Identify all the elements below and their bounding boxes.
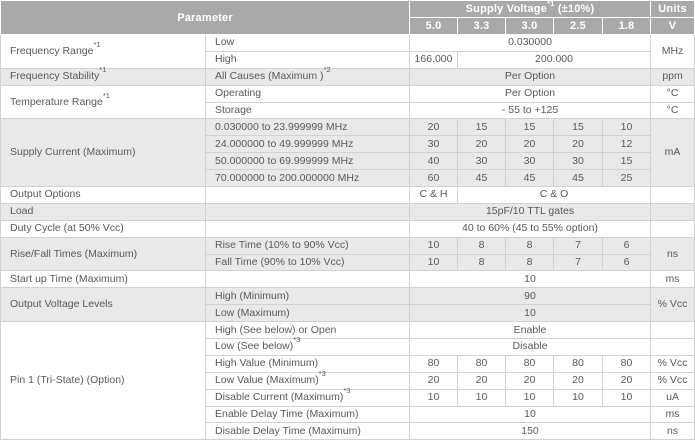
value-cell: Disable	[410, 339, 651, 356]
param-sub: High	[206, 51, 410, 68]
unit-cell	[651, 322, 695, 339]
unit-cell	[651, 339, 695, 356]
value-cell: 20	[458, 372, 506, 389]
param-group-load: Load	[1, 203, 206, 220]
footnote-sup: *1	[102, 90, 110, 100]
param-sub	[206, 271, 410, 288]
table-row	[1, 68, 695, 85]
param-sub	[206, 187, 410, 204]
value-cell: Per Option	[410, 85, 651, 102]
param-sub: 24.000000 to 49.999999 MHz	[206, 136, 410, 153]
value-cell: 20	[458, 136, 506, 153]
table-row	[1, 35, 695, 52]
value-cell: 10	[458, 389, 506, 406]
param-group-duty-cycle: Duty Cycle (at 50% Vcc)	[1, 220, 206, 237]
unit-cell: % Vcc	[651, 355, 695, 372]
value-cell: 12	[603, 136, 651, 153]
value-cell: 15pF/10 TTL gates	[410, 203, 651, 220]
value-cell: - 55 to +125	[410, 102, 651, 119]
value-cell: Per Option	[410, 68, 651, 85]
value-cell: 20	[554, 136, 603, 153]
param-sub	[206, 386, 410, 406]
param-label: Frequency Range	[10, 44, 94, 57]
value-cell: 8	[506, 254, 554, 271]
header-row-1	[1, 1, 695, 18]
value-cell: 30	[410, 136, 458, 153]
param-sub-label: Low Value (Maximum)	[215, 374, 319, 387]
header-supply-voltage	[410, 1, 651, 18]
param-group-temperature-range	[1, 85, 206, 119]
value-cell: 7	[554, 254, 603, 271]
param-sub: High (See below) or Open	[206, 322, 410, 339]
value-cell: 40	[410, 153, 458, 170]
footnote-sup: *3	[293, 335, 301, 345]
param-sub-label: Low (See below)	[215, 340, 294, 353]
table-row	[1, 187, 695, 204]
value-cell: 10	[506, 389, 554, 406]
value-cell: 6	[603, 254, 651, 271]
table-row	[1, 271, 695, 288]
value-cell: 30	[506, 153, 554, 170]
unit-cell: ns	[651, 423, 695, 440]
footnote-sup: *3	[318, 369, 326, 379]
value-cell: 8	[458, 237, 506, 254]
header-voltage-2-5: 2.5	[554, 18, 603, 35]
value-cell: 45	[458, 170, 506, 187]
header-voltage-1-8: 1.8	[603, 18, 651, 35]
value-cell: 10	[410, 271, 651, 288]
param-group-startup-time: Start up Time (Maximum)	[1, 271, 206, 288]
unit-cell: ms	[651, 406, 695, 423]
footnote-sup: *1	[547, 0, 555, 8]
footnote-sup: *1	[99, 65, 107, 75]
unit-cell: % Vcc	[651, 372, 695, 389]
unit-cell: °C	[651, 85, 695, 102]
param-group-rise-fall-times: Rise/Fall Times (Maximum)	[1, 237, 206, 271]
param-sub	[206, 65, 410, 85]
param-sub: 70.000000 to 200.000000 MHz	[206, 170, 410, 187]
header-parameter: Parameter	[1, 1, 410, 35]
param-label: Frequency Stability	[10, 70, 100, 83]
footnote-sup: *3	[343, 386, 351, 396]
param-sub: High (Minimum)	[206, 288, 410, 305]
param-sub: Storage	[206, 102, 410, 119]
value-cell: 20	[410, 119, 458, 136]
value-cell: 80	[458, 355, 506, 372]
table-row	[1, 203, 695, 220]
header-voltage-5-0: 5.0	[410, 18, 458, 35]
unit-cell: °C	[651, 102, 695, 119]
value-cell: Enable	[410, 322, 651, 339]
value-cell: 10	[410, 389, 458, 406]
param-sub: Disable Delay Time (Maximum)	[206, 423, 410, 440]
table-row	[1, 237, 695, 254]
param-sub: Operating	[206, 85, 410, 102]
value-cell: 10	[410, 305, 651, 322]
footnote-sup: *2	[323, 65, 331, 75]
param-sub: 50.000000 to 69.999999 MHz	[206, 153, 410, 170]
param-group-output-voltage-levels: Output Voltage Levels	[1, 288, 206, 322]
unit-cell: MHz	[651, 35, 695, 69]
value-cell: 20	[554, 372, 603, 389]
param-sub: Low	[206, 35, 410, 52]
header-voltage-3-3: 3.3	[458, 18, 506, 35]
value-cell: 15	[458, 119, 506, 136]
param-sub: 0.030000 to 23.999999 MHz	[206, 119, 410, 136]
unit-cell: mA	[651, 119, 695, 187]
header-supply-voltage-text: Supply Voltage	[465, 3, 548, 15]
value-cell: 10	[603, 119, 651, 136]
unit-cell: % Vcc	[651, 288, 695, 322]
unit-cell: uA	[651, 389, 695, 406]
param-sub: Fall Time (90% to 10% Vcc)	[206, 254, 410, 271]
param-sub	[206, 203, 410, 220]
value-cell: 80	[410, 355, 458, 372]
value-cell: 30	[458, 153, 506, 170]
value-cell: 60	[410, 170, 458, 187]
value-cell: 200.000	[458, 51, 651, 68]
param-group-output-options: Output Options	[1, 187, 206, 204]
value-cell: 80	[554, 355, 603, 372]
value-cell: 8	[506, 237, 554, 254]
value-cell: 10	[410, 254, 458, 271]
param-sub	[206, 220, 410, 237]
value-cell: 10	[603, 389, 651, 406]
param-sub: Enable Delay Time (Maximum)	[206, 406, 410, 423]
param-sub	[206, 369, 410, 389]
unit-cell	[651, 220, 695, 237]
value-cell: 150	[410, 423, 651, 440]
param-group-frequency-stability	[1, 65, 206, 85]
param-group-supply-current: Supply Current (Maximum)	[1, 119, 206, 187]
table-row	[1, 119, 695, 136]
header-volt-unit: V	[651, 18, 695, 35]
value-cell: 7	[554, 237, 603, 254]
unit-cell: ns	[651, 237, 695, 271]
value-cell: 15	[554, 119, 603, 136]
param-sub-label: All Causes (Maximum )	[215, 70, 324, 83]
param-sub: Rise Time (10% to 90% Vcc)	[206, 237, 410, 254]
value-cell: 6	[603, 237, 651, 254]
param-sub: High Value (Minimum)	[206, 355, 410, 372]
value-cell: 90	[410, 288, 651, 305]
value-cell: 0.030000	[410, 35, 651, 52]
param-group-pin1-tristate: Pin 1 (Tri-State) (Option)	[1, 322, 206, 440]
value-cell: 20	[506, 136, 554, 153]
unit-cell: ppm	[651, 68, 695, 85]
table-row	[1, 85, 695, 102]
value-cell: 80	[603, 355, 651, 372]
value-cell: 20	[603, 372, 651, 389]
unit-cell	[651, 187, 695, 204]
value-cell: 20	[410, 372, 458, 389]
header-voltage-3-0: 3.0	[506, 18, 554, 35]
table-row	[1, 322, 695, 339]
param-label: Temperature Range	[10, 95, 103, 108]
param-group-frequency-range	[1, 35, 206, 69]
value-cell: 10	[554, 389, 603, 406]
unit-cell	[651, 203, 695, 220]
unit-cell: ms	[651, 271, 695, 288]
value-cell: 30	[554, 153, 603, 170]
param-sub-label: Disable Current (Maximum)	[215, 391, 344, 404]
footnote-sup: *1	[93, 39, 101, 49]
value-cell: 10	[410, 237, 458, 254]
value-cell: 15	[603, 153, 651, 170]
value-cell: 20	[506, 372, 554, 389]
value-cell: 15	[506, 119, 554, 136]
header-supply-voltage-tolerance: (±10%)	[554, 3, 595, 15]
table-row	[1, 288, 695, 305]
value-cell: C & H	[410, 187, 458, 204]
value-cell: 40 to 60% (45 to 55% option)	[410, 220, 651, 237]
value-cell: 80	[506, 355, 554, 372]
value-cell: C & O	[458, 187, 651, 204]
value-cell: 45	[554, 170, 603, 187]
table-row	[1, 220, 695, 237]
param-sub: Low (Maximum)	[206, 305, 410, 322]
value-cell: 8	[458, 254, 506, 271]
param-sub	[206, 335, 410, 356]
header-units: Units	[651, 1, 695, 18]
value-cell: 45	[506, 170, 554, 187]
value-cell: 25	[603, 170, 651, 187]
value-cell: 166.000	[410, 51, 458, 68]
value-cell: 10	[410, 406, 651, 423]
